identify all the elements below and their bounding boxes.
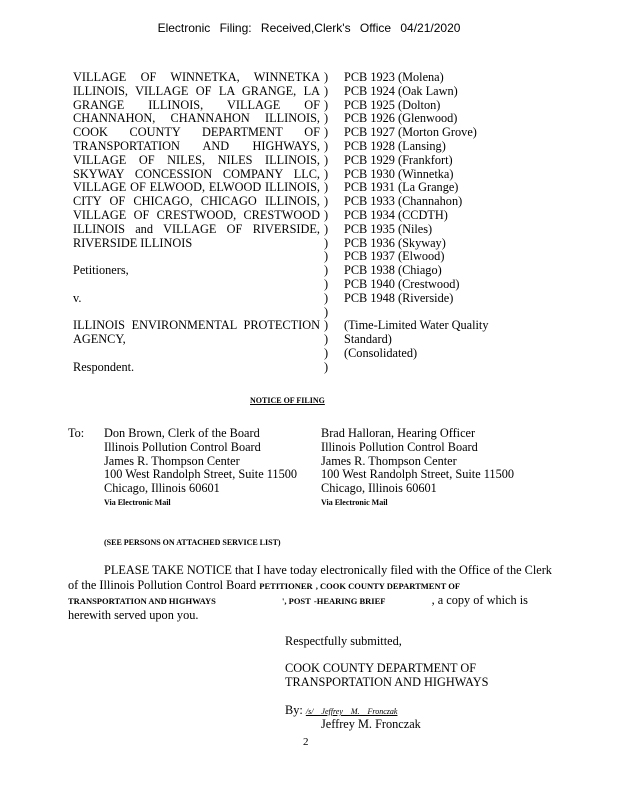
filing-party: , COOK COUNTY DEPARTMENT OF (315, 581, 461, 591)
standard-line: (Time-Limited Water Quality (344, 318, 489, 333)
recipient-line: 100 West Randolph Street, Suite 11500 (321, 467, 515, 482)
recipient-line: Illinois Pollution Control Board (104, 439, 261, 454)
petitioner-line: SKYWAY CONCESSION COMPANY LLC, (73, 166, 320, 181)
respondent-label: Respondent. (73, 359, 135, 374)
petitioner-line: RIVERSIDE ILLINOIS (73, 235, 193, 250)
petitioner-line: VILLAGE OF ELWOOD, ELWOOD ILLINOIS, (73, 180, 320, 195)
signer-organization: TRANSPORTATION AND HIGHWAYS (285, 675, 489, 689)
petitioner-line: VILLAGE OF WINNETKA, WINNETKA (73, 70, 320, 84)
petitioner-line: CHANNAHON, CHANNAHON ILLINOIS, (73, 111, 320, 126)
case-number: PCB 1948 (Riverside) (344, 290, 454, 305)
petitioner-line: ILLINOIS and VILLAGE OF RIVERSIDE, (73, 221, 320, 236)
notice-title: NOTICE OF FILING (250, 396, 325, 405)
paren: ) (324, 194, 329, 209)
to-label: To: (68, 426, 85, 440)
case-numbers (344, 71, 489, 361)
petitioner-line: VILLAGE OF NILES, NILES ILLINOIS, (73, 152, 320, 167)
case-number: PCB 1931 (La Grange) (344, 180, 459, 195)
standard-line: (Consolidated) (344, 345, 418, 360)
case-number: PCB 1934 (CCDTH) (344, 207, 448, 222)
body-text: , a copy of which is (431, 593, 528, 607)
signer-organization: COOK COUNTY DEPARTMENT OF (285, 661, 477, 675)
case-number: PCB 1940 (Crestwood) (344, 276, 460, 291)
electronic-signature: /s/ Jeffrey M. Fronczak (305, 707, 398, 716)
paren: ) (324, 83, 329, 98)
petitioners-label: Petitioners, (73, 263, 129, 278)
notice-body-line: herewith served upon you. (68, 608, 199, 622)
standard-line: Standard) (344, 332, 392, 347)
paren: ) (324, 70, 329, 84)
paren: ) (324, 263, 329, 278)
respondent-line: AGENCY, (73, 332, 126, 347)
paren: ) (324, 359, 329, 374)
caption-parties (73, 71, 320, 375)
case-number: PCB 1930 (Winnetka) (344, 166, 454, 181)
case-number: PCB 1928 (Lansing) (344, 138, 446, 153)
paren: ) (324, 111, 329, 126)
filing-party: TRANSPORTATION AND HIGHWAYS (68, 596, 216, 606)
paren: ) (324, 207, 329, 222)
paren: ) (324, 345, 329, 360)
recipient-line: Brad Halloran, Hearing Officer (321, 426, 476, 440)
paren: ) (324, 235, 329, 250)
recipient-line: Chicago, Illinois 60601 (321, 481, 437, 496)
petitioner-line: ILLINOIS, VILLAGE OF LA GRANGE, LA (73, 83, 320, 98)
case-number: PCB 1925 (Dolton) (344, 97, 441, 112)
petitioner-line: COOK COUNTY DEPARTMENT OF (73, 125, 320, 140)
recipient-line: Illinois Pollution Control Board (321, 439, 478, 454)
case-number: PCB 1935 (Niles) (344, 221, 433, 236)
paren: ) (324, 166, 329, 181)
paren: ) (324, 125, 329, 140)
petitioner-line: GRANGE ILLINOIS, VILLAGE OF (73, 97, 320, 112)
paren: ) (324, 249, 329, 264)
by-label: By: (285, 703, 303, 717)
signature-line (285, 703, 397, 718)
filing-header: Electronic Filing: Received,Clerk's Office 04/21/2020 (157, 21, 461, 35)
paren: ) (324, 276, 329, 291)
paren: ) (324, 97, 329, 112)
recipient-hearing-officer (321, 427, 514, 510)
recipient-line: James R. Thompson Center (321, 453, 457, 468)
document-title: -HEARING BRIEF (313, 596, 386, 606)
service-list-note: (SEE PERSONS ON ATTACHED SERVICE LIST) (104, 538, 281, 547)
recipient-line: Chicago, Illinois 60601 (104, 481, 220, 496)
paren: ) (324, 318, 329, 333)
case-number: PCB 1926 (Glenwood) (344, 111, 458, 126)
recipient-clerk (104, 427, 297, 510)
notice-body-line (68, 578, 460, 593)
case-number: PCB 1924 (Oak Lawn) (344, 83, 458, 98)
delivery-method: Via Electronic Mail (104, 497, 171, 507)
paren: ) (324, 290, 329, 305)
paren: ) (324, 221, 329, 236)
case-number: PCB 1938 (Chiago) (344, 263, 442, 278)
page-number: 2 (303, 736, 309, 748)
case-number: PCB 1927 (Morton Grove) (344, 125, 477, 140)
petitioner-line: TRANSPORTATION AND HIGHWAYS, (73, 138, 320, 153)
document-title: ', POST (282, 596, 311, 606)
paren: ) (324, 152, 329, 167)
case-number: PCB 1933 (Channahon) (344, 194, 463, 209)
petitioner-line: VILLAGE OF CRESTWOOD, CRESTWOOD (73, 207, 320, 222)
caption-parentheses (324, 71, 328, 375)
case-number: PCB 1929 (Frankfort) (344, 152, 453, 167)
versus-label: v. (73, 290, 82, 305)
filing-party: PETITIONER (259, 581, 313, 591)
case-number: PCB 1923 (Molena) (344, 70, 444, 84)
petitioner-line: CITY OF CHICAGO, CHICAGO ILLINOIS, (73, 194, 320, 209)
recipient-line: James R. Thompson Center (104, 453, 240, 468)
paren: ) (324, 304, 329, 319)
case-number: PCB 1936 (Skyway) (344, 235, 446, 250)
recipient-line: 100 West Randolph Street, Suite 11500 (104, 467, 298, 482)
case-number: PCB 1937 (Elwood) (344, 249, 445, 264)
delivery-method: Via Electronic Mail (321, 497, 388, 507)
paren: ) (324, 180, 329, 195)
paren: ) (324, 332, 329, 347)
paren: ) (324, 138, 329, 153)
body-text: of the Illinois Pollution Control Board (68, 578, 257, 592)
closing: Respectfully submitted, (285, 634, 402, 648)
notice-body-line (68, 593, 528, 608)
recipient-line: Don Brown, Clerk of the Board (104, 426, 260, 440)
respondent-line: ILLINOIS ENVIRONMENTAL PROTECTION (73, 318, 320, 333)
notice-body-line: PLEASE TAKE NOTICE that I have today electronically filed with the Office of the Clerk (104, 563, 552, 577)
signer-name: Jeffrey M. Fronczak (321, 717, 421, 731)
